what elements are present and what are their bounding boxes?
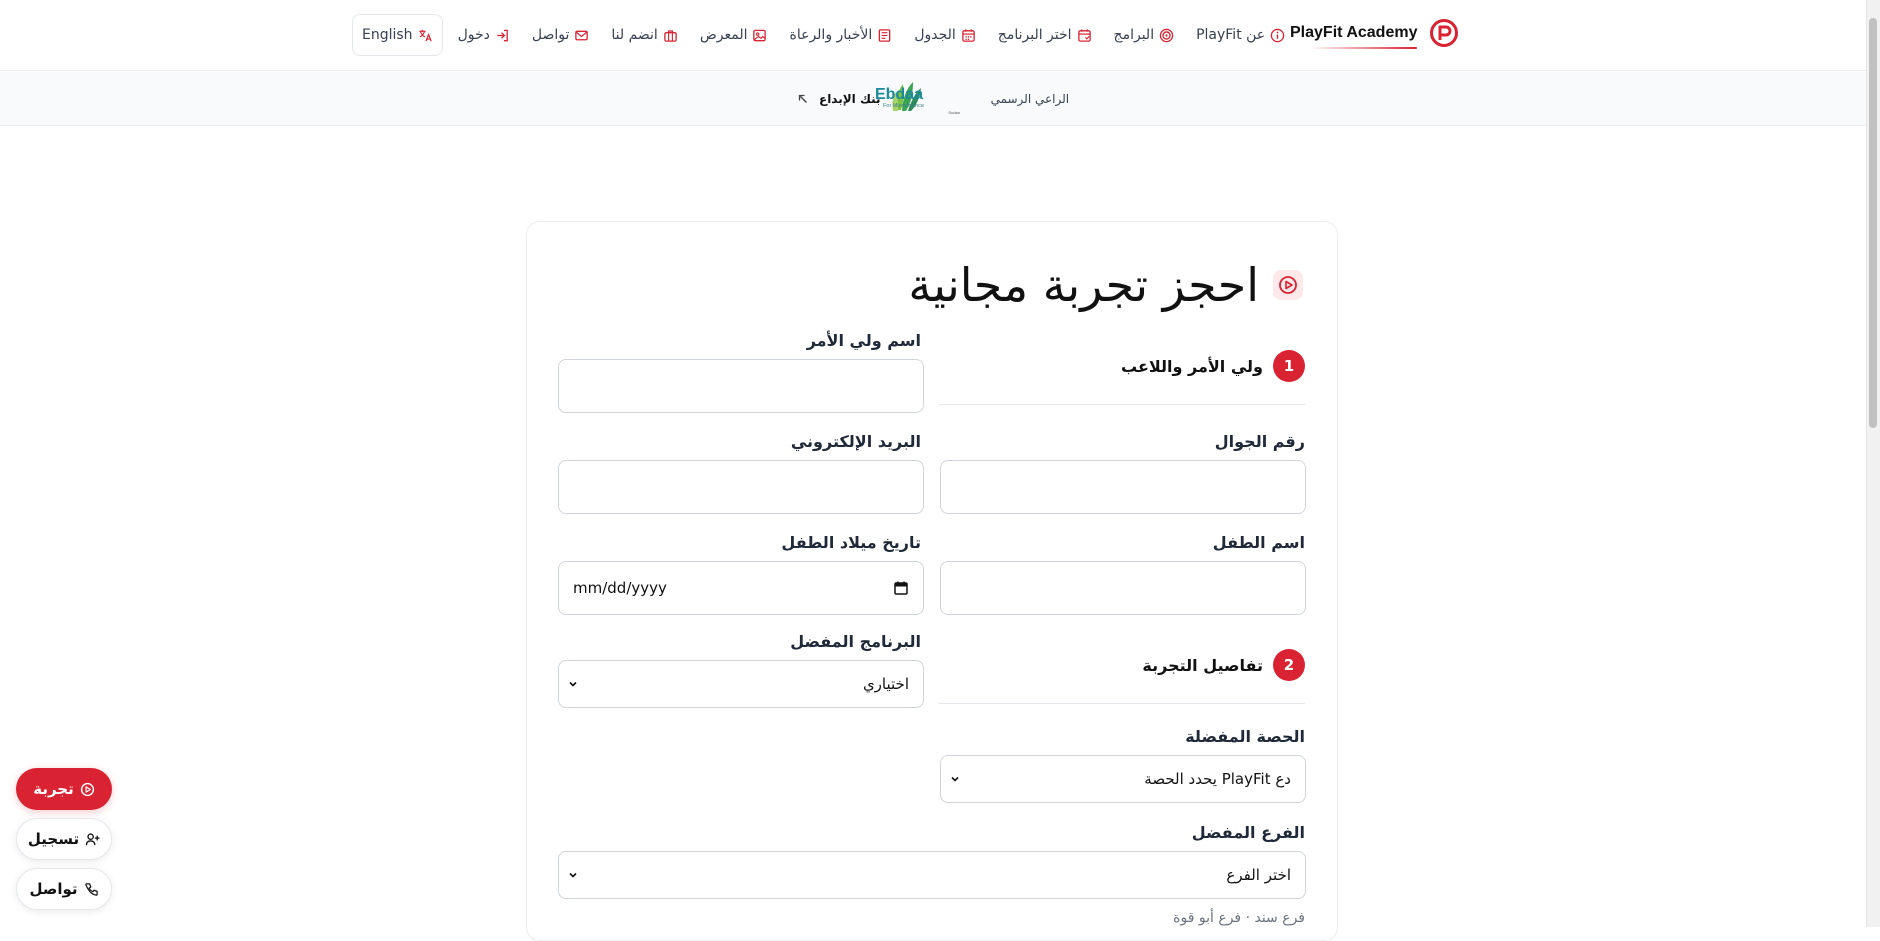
select-value: دع PlayFit يحدد الحصة [1144,770,1291,788]
fab-label: تسجيل [27,830,80,848]
mail-icon [574,28,589,43]
brand-name: PlayFit Academy [1290,24,1418,41]
user-plus-icon [85,832,100,847]
nav-label: البرامج [1113,27,1155,43]
svg-text:For Microfinance: For Microfinance [882,103,924,109]
select-value: اختر الفرع [1226,866,1291,884]
info-icon [1270,28,1285,43]
nav-label: اختر البرنامج [997,27,1072,43]
child-name-input[interactable] [940,561,1306,615]
guardian-name-input[interactable] [558,359,924,413]
image-icon [752,28,767,43]
email-label: البريد الإلكتروني [790,432,921,451]
page-title: احجز تجربة مجانية [908,258,1259,312]
section-title: تفاصيل التجربة [1142,655,1263,675]
chevron-down-icon [567,869,579,881]
calendar-icon [961,28,976,43]
phone-icon [84,882,99,897]
nav-item-login[interactable] [447,15,521,55]
child-birthdate-label: تاريخ ميلاد الطفل [781,533,921,552]
preferred-session-label: الحصة المفضلة [1185,727,1305,746]
preferred-branch-select[interactable] [558,851,1306,899]
brand-underline [1308,47,1417,49]
chevron-down-icon [567,678,579,690]
booking-form-card [526,221,1338,941]
nav-item-gallery[interactable] [689,15,779,55]
language-label: English [362,27,413,43]
step-badge: 2 [1273,649,1305,681]
preferred-program-label: البرنامج المفضل [790,632,921,651]
phone-label: رقم الجوال [1214,432,1305,451]
guardian-name-label: اسم ولي الأمر [806,331,921,350]
nav-label: عن PlayFit [1196,27,1266,43]
nav-item-schedule[interactable] [903,15,986,55]
brand[interactable] [1290,18,1459,48]
select-value: اختياري [862,675,909,693]
translate-icon [418,28,433,43]
nav-label: الجدول [914,27,956,43]
nav-item-about[interactable] [1185,15,1296,55]
nav-label: المعرض [699,27,748,43]
sponsor-bar [0,72,1866,126]
preferred-program-select[interactable] [558,660,924,708]
section-guardian-player [939,350,1305,405]
nav-item-join-us[interactable] [600,15,688,55]
child-name-label: اسم الطفل [1212,533,1305,552]
playfit-logo-icon [1429,18,1459,48]
page-scrollbar[interactable] [1866,0,1880,927]
preferred-session-select[interactable] [940,755,1306,803]
section-title: ولي الأمر واللاعب [1121,356,1263,376]
play-circle-icon [1278,275,1298,295]
nav-item-news-sponsors[interactable] [778,15,903,55]
fab-label: تجربة [33,780,74,798]
nav-label: تواصل [531,27,570,43]
calendar-picker-icon[interactable] [893,580,909,596]
language-switch-button[interactable] [352,14,443,56]
external-link-icon [797,93,809,105]
calendar-check-icon [1077,28,1092,43]
section-trial-details [939,649,1305,704]
newspaper-icon [877,28,892,43]
nav-label: الأخبار والرعاة [789,27,873,43]
phone-input[interactable] [940,460,1306,514]
fab-label: تواصل [29,880,78,898]
ebdaa-logo-icon [874,80,981,118]
nav-item-programs[interactable] [1103,15,1186,55]
nav-item-choose-program[interactable] [987,15,1103,55]
nav-item-contact[interactable] [521,15,601,55]
top-navbar [0,0,1866,71]
preferred-branch-label: الفرع المفضل [1191,823,1305,842]
child-birthdate-input[interactable] [558,561,924,615]
target-icon [1159,28,1174,43]
scrollbar-thumb[interactable] [1869,18,1877,428]
chevron-down-icon [949,773,961,785]
date-placeholder: mm/dd/yyyy [573,579,667,597]
branch-helper-text: فرع سند · فرع أبو قوة [1173,910,1305,926]
play-circle-icon [80,782,95,797]
step-badge: 1 [1273,350,1305,382]
nav-label: انضم لنا [611,27,658,43]
floating-register-button[interactable] [16,818,112,860]
nav-label: دخول [457,27,490,43]
floating-trial-button[interactable] [16,768,112,810]
svg-text:Ebdaa: Ebdaa [874,86,923,103]
email-input[interactable] [558,460,924,514]
sponsor-link[interactable] [797,80,1069,118]
sponsor-name: بنك الإبداع [819,92,881,106]
briefcase-icon [663,28,678,43]
floating-contact-button[interactable] [16,868,112,910]
sponsor-label: الراعي الرسمي [990,92,1070,106]
main-nav [352,14,1296,56]
login-icon [495,28,510,43]
svg-text:Sudan: Sudan [947,110,960,115]
